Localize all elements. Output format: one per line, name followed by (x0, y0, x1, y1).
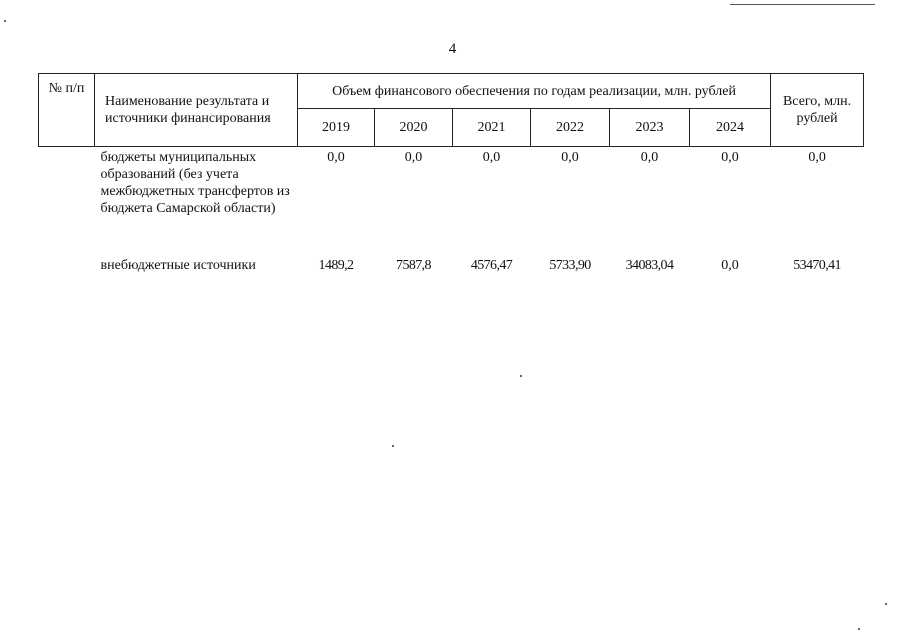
value-cell: 0,0 (404, 150, 423, 165)
header-number: № п/п (39, 74, 95, 147)
total-cell: 0,0 (808, 150, 826, 165)
scan-speck (520, 375, 522, 377)
scan-top-rule (730, 4, 875, 5)
value-cell: 34083,04 (625, 258, 674, 273)
header-year: 2021 (453, 109, 531, 147)
page-number: 4 (448, 41, 457, 57)
header-year: 2020 (375, 109, 453, 147)
financing-table (38, 73, 864, 274)
scan-speck (858, 628, 860, 630)
header-group-title: Объем финансового обеспечения по годам реализации, млн. рублей (298, 74, 771, 109)
row-number-cell (39, 147, 95, 240)
header-year: 2023 (610, 109, 690, 147)
value-cell: 0,0 (482, 150, 501, 165)
scan-speck (4, 20, 6, 22)
value-cell: 0,0 (721, 150, 739, 165)
value-cell: 1489,2 (318, 258, 354, 273)
value-cell: 7587,8 (396, 258, 431, 273)
table-row (39, 239, 864, 274)
value-cell: 0,0 (327, 150, 345, 165)
row-number-cell (39, 239, 95, 274)
value-cell: 0,0 (561, 150, 579, 165)
header-year: 2022 (531, 109, 610, 147)
header-year: 2019 (298, 109, 375, 147)
value-cell: 5733,90 (549, 258, 591, 273)
row-name: внебюджетные источники (100, 258, 256, 273)
header-total: Всего, млн. рублей (771, 74, 864, 147)
scan-speck (885, 603, 887, 605)
value-cell: 4576,47 (470, 258, 513, 273)
table-row (39, 147, 864, 240)
total-cell: 53470,41 (793, 258, 841, 273)
row-name: бюджеты муниципальных образований (без учета межбюджетных трансфертов из бюджета Самарской области) (100, 150, 290, 216)
value-cell: 0,0 (721, 258, 739, 273)
header-name: Наименование результата и источники финансирования (95, 74, 298, 147)
value-cell: 0,0 (640, 150, 659, 165)
scan-speck (392, 445, 394, 447)
header-year: 2024 (690, 109, 771, 147)
